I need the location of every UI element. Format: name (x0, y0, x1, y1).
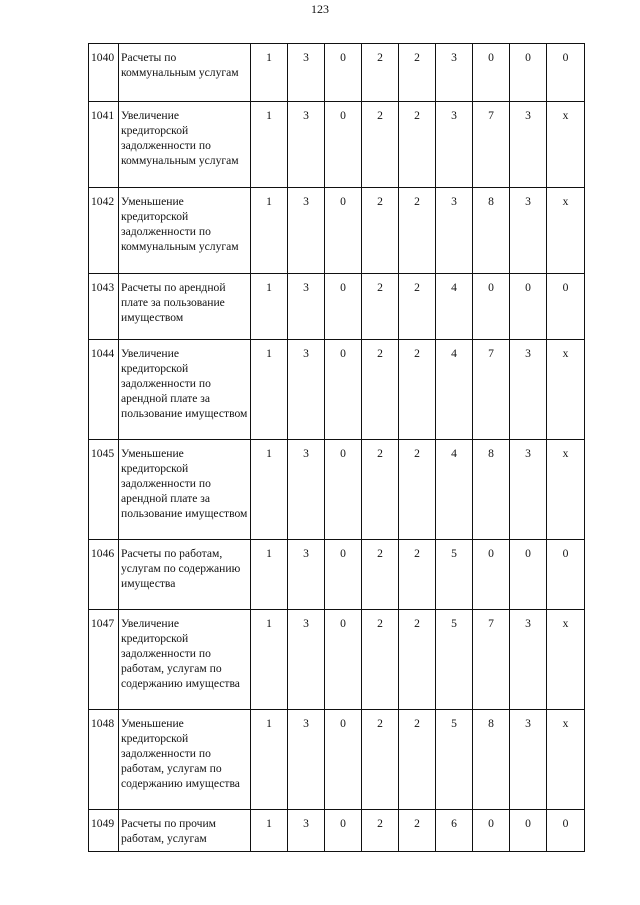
row-digit: 6 (436, 810, 473, 852)
row-digit: 1 (251, 540, 288, 610)
row-digit: 0 (325, 188, 362, 274)
table-row (89, 102, 585, 188)
row-digit: 7 (473, 610, 510, 710)
row-digit: 0 (510, 274, 547, 340)
row-digit: 0 (547, 274, 585, 340)
row-name: Увеличение кредиторской задолженности по коммунальным услугам (119, 102, 251, 188)
row-digit: 0 (325, 102, 362, 188)
row-digit: 2 (362, 188, 399, 274)
table-row (89, 540, 585, 610)
row-digit: х (547, 188, 585, 274)
row-name: Уменьшение кредиторской задолженности по коммунальным услугам (119, 188, 251, 274)
row-name: Расчеты по арендной плате за пользование имуществом (119, 274, 251, 340)
row-digit: 8 (473, 710, 510, 810)
row-digit: 3 (510, 340, 547, 440)
row-digit: 0 (510, 44, 547, 102)
row-digit: 0 (510, 810, 547, 852)
row-digit: 3 (510, 710, 547, 810)
row-digit: 1 (251, 340, 288, 440)
row-name: Увеличение кредиторской задолженности по работам, услугам по содержанию имущества (119, 610, 251, 710)
row-name: Расчеты по коммунальным услугам (119, 44, 251, 102)
row-digit: х (547, 440, 585, 540)
row-code: 1049 (89, 810, 119, 852)
row-digit: 3 (288, 102, 325, 188)
row-digit: 3 (510, 188, 547, 274)
table-row (89, 810, 585, 852)
row-digit: 2 (362, 340, 399, 440)
row-digit: 0 (325, 440, 362, 540)
row-digit: 2 (362, 44, 399, 102)
row-digit: 3 (288, 188, 325, 274)
row-digit: 2 (399, 610, 436, 710)
table-row (89, 188, 585, 274)
row-digit: 2 (362, 540, 399, 610)
row-digit: 3 (288, 274, 325, 340)
row-name: Уменьшение кредиторской задолженности по работам, услугам по содержанию имущества (119, 710, 251, 810)
row-digit: 3 (510, 102, 547, 188)
row-digit: 2 (399, 440, 436, 540)
row-digit: 5 (436, 540, 473, 610)
row-digit: 2 (399, 710, 436, 810)
row-digit: 3 (288, 610, 325, 710)
row-code: 1047 (89, 610, 119, 710)
row-digit: 2 (399, 274, 436, 340)
row-code: 1043 (89, 274, 119, 340)
row-code: 1041 (89, 102, 119, 188)
row-digit: 0 (547, 540, 585, 610)
row-digit: 1 (251, 188, 288, 274)
row-digit: 0 (325, 710, 362, 810)
row-digit: 2 (362, 710, 399, 810)
row-digit: 3 (436, 102, 473, 188)
row-digit: 8 (473, 188, 510, 274)
row-digit: 3 (288, 540, 325, 610)
row-digit: 2 (399, 44, 436, 102)
row-digit: 1 (251, 610, 288, 710)
table-row (89, 610, 585, 710)
row-digit: х (547, 102, 585, 188)
row-digit: х (547, 710, 585, 810)
row-code: 1048 (89, 710, 119, 810)
row-digit: 5 (436, 710, 473, 810)
row-digit: 4 (436, 274, 473, 340)
row-code: 1045 (89, 440, 119, 540)
row-digit: 3 (510, 440, 547, 540)
row-digit: 2 (362, 274, 399, 340)
row-digit: 4 (436, 440, 473, 540)
row-name: Расчеты по работам, услугам по содержанию имущества (119, 540, 251, 610)
row-digit: 0 (547, 44, 585, 102)
row-digit: 0 (325, 810, 362, 852)
row-digit: 3 (288, 340, 325, 440)
row-digit: х (547, 340, 585, 440)
row-digit: 3 (436, 188, 473, 274)
row-digit: 0 (510, 540, 547, 610)
row-digit: 0 (473, 274, 510, 340)
row-name: Уменьшение кредиторской задолженности по арендной плате за пользование имуществом (119, 440, 251, 540)
row-digit: 2 (399, 188, 436, 274)
row-digit: 0 (325, 610, 362, 710)
row-digit: 0 (473, 810, 510, 852)
row-code: 1044 (89, 340, 119, 440)
row-digit: 0 (473, 44, 510, 102)
row-digit: 7 (473, 102, 510, 188)
row-digit: 7 (473, 340, 510, 440)
row-digit: 0 (473, 540, 510, 610)
table-row (89, 710, 585, 810)
row-digit: 5 (436, 610, 473, 710)
row-code: 1040 (89, 44, 119, 102)
row-digit: 1 (251, 710, 288, 810)
row-digit: 0 (325, 274, 362, 340)
row-digit: 3 (288, 710, 325, 810)
row-digit: 2 (399, 540, 436, 610)
row-digit: 1 (251, 44, 288, 102)
row-digit: 0 (325, 340, 362, 440)
row-digit: 0 (547, 810, 585, 852)
row-digit: 8 (473, 440, 510, 540)
row-name: Увеличение кредиторской задолженности по арендной плате за пользование имуществом (119, 340, 251, 440)
row-digit: 2 (399, 102, 436, 188)
row-digit: 0 (325, 44, 362, 102)
row-digit: 2 (399, 340, 436, 440)
row-name: Расчеты по прочим работам, услугам (119, 810, 251, 852)
row-digit: 3 (436, 44, 473, 102)
row-digit: 3 (288, 44, 325, 102)
row-digit: 2 (362, 610, 399, 710)
row-digit: 2 (362, 810, 399, 852)
row-code: 1046 (89, 540, 119, 610)
row-digit: 1 (251, 810, 288, 852)
table-row (89, 44, 585, 102)
row-digit: 4 (436, 340, 473, 440)
row-digit: 3 (510, 610, 547, 710)
page-number: 123 (311, 2, 329, 16)
row-digit: 1 (251, 440, 288, 540)
row-digit: 3 (288, 810, 325, 852)
table-row (89, 274, 585, 340)
row-digit: 2 (362, 102, 399, 188)
row-digit: 2 (399, 810, 436, 852)
account-table (88, 43, 585, 852)
row-digit: 3 (288, 440, 325, 540)
row-digit: 0 (325, 540, 362, 610)
row-digit: х (547, 610, 585, 710)
table-row (89, 340, 585, 440)
row-digit: 2 (362, 440, 399, 540)
row-digit: 1 (251, 102, 288, 188)
table-row (89, 440, 585, 540)
row-digit: 1 (251, 274, 288, 340)
row-code: 1042 (89, 188, 119, 274)
